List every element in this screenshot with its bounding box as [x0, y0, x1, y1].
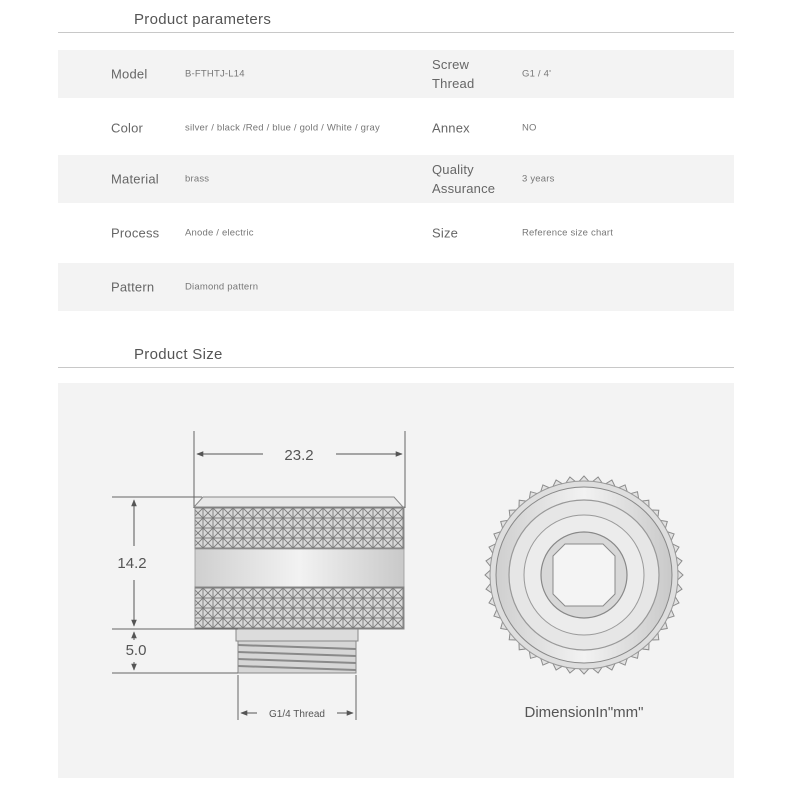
product-size-divider	[58, 367, 734, 368]
param-row-color	[58, 104, 734, 152]
dimension-drawing	[58, 383, 734, 778]
color-value: silver / black /Red / blue / gold / White / gray	[185, 122, 380, 134]
process-value: Anode / electric	[185, 227, 254, 239]
fitting-side-view	[194, 497, 404, 673]
pattern-value: Diamond pattern	[185, 281, 259, 293]
model-value: B-FTHTJ-L14	[185, 68, 245, 80]
annex-value: NO	[522, 122, 537, 134]
size-value: Reference size chart	[522, 227, 614, 239]
color-label: Color	[111, 120, 144, 136]
width-dimension	[194, 431, 405, 508]
param-row-model	[58, 50, 734, 98]
thread-length-dimension	[112, 632, 238, 673]
quality-assurance-value: 3 years	[522, 173, 555, 185]
fitting-top-view	[485, 476, 683, 674]
material-value: brass	[185, 173, 210, 185]
product-size-title: Product Size	[134, 346, 223, 363]
thread-section	[238, 641, 356, 673]
pattern-label: Pattern	[111, 279, 155, 295]
size-label: Size	[432, 225, 459, 241]
annex-label: Annex	[432, 120, 470, 136]
screw-thread-value: G1 / 4'	[522, 68, 552, 80]
width-dimension-label: 23.2	[284, 447, 314, 464]
model-label: Model	[111, 66, 148, 82]
thread-dimension	[238, 675, 356, 720]
thread-label: G1/4 Thread	[269, 709, 325, 720]
param-row-process	[58, 209, 734, 257]
material-label: Material	[111, 171, 159, 187]
height-dimension-label: 14.2	[117, 555, 147, 572]
quality-assurance-label: Quality Assurance	[432, 162, 496, 196]
param-row-material	[58, 155, 734, 203]
dimension-unit-note: DimensionIn"mm"	[524, 704, 644, 721]
thread-length-label: 5.0	[125, 642, 147, 659]
param-row-pattern	[58, 263, 734, 311]
dimension-drawing-panel	[58, 383, 734, 778]
process-label: Process	[111, 225, 160, 241]
parameters-divider	[58, 32, 734, 33]
screw-thread-label: Screw Thread	[432, 57, 475, 91]
parameters-title: Product parameters	[134, 11, 272, 28]
